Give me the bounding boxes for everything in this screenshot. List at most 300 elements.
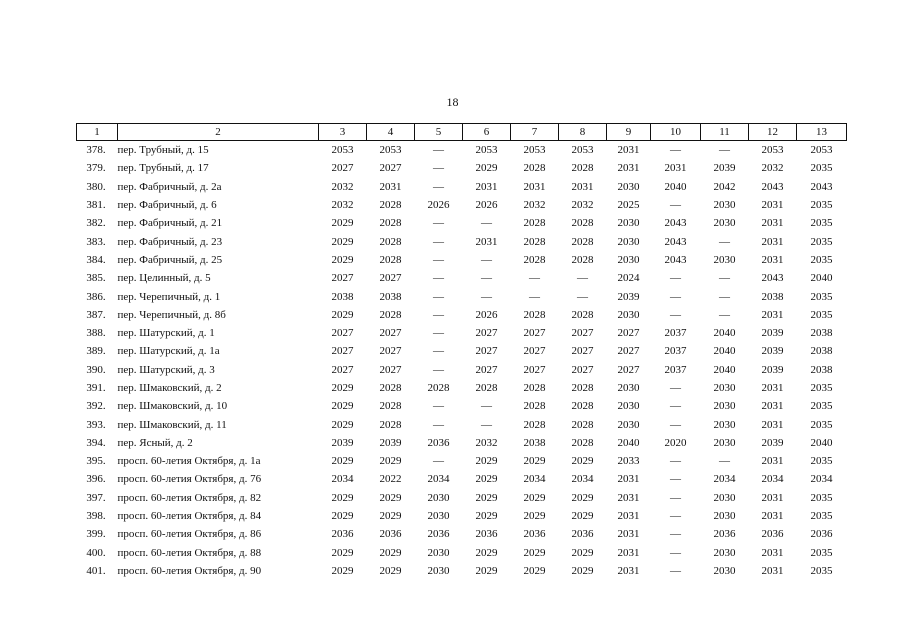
year-cell: 2030 xyxy=(617,308,640,321)
year-cell: — xyxy=(529,272,540,285)
year-cell: 2031 xyxy=(761,199,784,212)
row-number: 393. xyxy=(86,418,106,431)
year-cell: 2039 xyxy=(761,327,784,340)
year-cell: 2035 xyxy=(810,491,833,504)
year-cell: 2029 xyxy=(379,564,402,577)
year-cell: — xyxy=(481,253,492,266)
year-cell: — xyxy=(481,272,492,285)
year-cell: 2026 xyxy=(475,308,498,321)
year-cell: 2032 xyxy=(761,162,784,175)
row-number: 399. xyxy=(86,528,106,541)
address-cell: просп. 60-летия Октября, д. 88 xyxy=(117,546,262,559)
year-cell: 2030 xyxy=(713,418,736,431)
year-cell: 2031 xyxy=(617,144,640,157)
year-cell: 2029 xyxy=(475,546,498,559)
year-cell: 2027 xyxy=(331,162,354,175)
year-cell: 2028 xyxy=(379,199,402,212)
row-number: 381. xyxy=(86,199,106,212)
year-cell: — xyxy=(433,253,444,266)
year-cell: 2028 xyxy=(571,253,594,266)
year-cell: 2030 xyxy=(713,217,736,230)
year-cell: 2031 xyxy=(617,546,640,559)
year-cell: 2030 xyxy=(427,546,450,559)
year-cell: 2026 xyxy=(475,199,498,212)
header-cell: 10 xyxy=(651,124,701,141)
year-cell: 2035 xyxy=(810,564,833,577)
year-cell: — xyxy=(670,418,681,431)
year-cell: 2027 xyxy=(523,363,546,376)
year-cell: 2036 xyxy=(379,528,402,541)
year-cell: 2029 xyxy=(331,418,354,431)
year-cell: 2030 xyxy=(713,382,736,394)
year-cell: 2053 xyxy=(475,144,498,157)
year-cell: 2027 xyxy=(617,327,640,340)
year-cell: 2034 xyxy=(571,473,594,486)
table-row xyxy=(77,470,847,488)
year-cell: 2027 xyxy=(475,345,498,358)
year-cell: — xyxy=(670,272,681,285)
year-cell: — xyxy=(433,272,444,285)
year-cell: 2038 xyxy=(810,363,833,376)
year-cell: — xyxy=(719,144,730,157)
year-cell: 2028 xyxy=(379,382,402,394)
year-cell: — xyxy=(433,180,444,193)
year-cell: 2031 xyxy=(761,400,784,413)
year-cell: 2027 xyxy=(571,363,594,376)
year-cell: 2027 xyxy=(617,363,640,376)
year-cell: 2036 xyxy=(713,528,736,541)
year-cell: 2026 xyxy=(427,199,450,212)
row-number: 401. xyxy=(86,564,106,577)
year-cell: 2039 xyxy=(617,290,640,303)
header-cell: 8 xyxy=(559,124,607,141)
address-cell: пер. Фабричный, д. 6 xyxy=(117,199,217,212)
year-cell: 2031 xyxy=(523,180,546,193)
year-cell: 2030 xyxy=(713,199,736,212)
year-cell: 2028 xyxy=(571,382,594,394)
year-cell: 2031 xyxy=(761,491,784,504)
year-cell: 2031 xyxy=(761,418,784,431)
year-cell: — xyxy=(433,455,444,468)
year-cell: 2035 xyxy=(810,162,833,175)
year-cell: 2027 xyxy=(379,327,402,340)
address-cell: пер. Шатурский, д. 3 xyxy=(117,363,215,376)
year-cell: 2029 xyxy=(571,491,594,504)
page-number: 18 xyxy=(446,95,459,109)
year-cell: 2031 xyxy=(571,180,594,193)
table-row xyxy=(77,562,847,580)
year-cell: 2020 xyxy=(664,436,687,449)
year-cell: 2029 xyxy=(523,491,546,504)
year-cell: 2031 xyxy=(475,235,498,248)
year-cell: 2053 xyxy=(523,144,546,157)
header-cell: 6 xyxy=(463,124,511,141)
year-cell: 2029 xyxy=(331,382,354,394)
address-cell: пер. Шмаковский, д. 11 xyxy=(117,418,227,431)
header-cell: 12 xyxy=(749,124,797,141)
year-cell: — xyxy=(719,308,730,321)
year-cell: — xyxy=(719,272,730,285)
header-cell: 3 xyxy=(319,124,367,141)
table-row xyxy=(77,379,847,397)
address-cell: просп. 60-летия Октября, д. 1а xyxy=(117,455,261,468)
year-cell: 2028 xyxy=(523,235,546,248)
year-cell: — xyxy=(433,235,444,248)
year-cell: 2029 xyxy=(475,455,498,468)
year-cell: 2038 xyxy=(810,345,833,358)
row-number: 390. xyxy=(86,363,106,376)
year-cell: 2035 xyxy=(810,510,833,523)
year-cell: 2036 xyxy=(761,528,784,541)
year-cell: — xyxy=(433,308,444,321)
table-row xyxy=(77,324,847,342)
year-cell: 2029 xyxy=(475,491,498,504)
year-cell: 2053 xyxy=(810,144,833,157)
row-number: 400. xyxy=(86,546,106,559)
year-cell: 2028 xyxy=(571,418,594,431)
year-cell: 2032 xyxy=(523,199,546,212)
year-cell: 2032 xyxy=(571,199,594,212)
row-number: 397. xyxy=(86,491,106,504)
year-cell: 2029 xyxy=(523,510,546,523)
table-header xyxy=(77,124,847,141)
year-cell: 2027 xyxy=(379,363,402,376)
table-row xyxy=(77,342,847,360)
table-row xyxy=(77,489,847,507)
year-cell: 2034 xyxy=(427,473,450,486)
year-cell: — xyxy=(433,345,444,358)
year-cell: — xyxy=(577,290,588,303)
year-cell: — xyxy=(670,455,681,468)
year-cell: 2030 xyxy=(617,400,640,413)
year-cell: 2030 xyxy=(617,180,640,193)
year-cell: 2031 xyxy=(617,510,640,523)
year-cell: 2029 xyxy=(331,217,354,230)
year-cell: 2031 xyxy=(475,180,498,193)
year-cell: 2031 xyxy=(761,382,784,394)
table-row xyxy=(77,269,847,287)
year-cell: 2028 xyxy=(379,235,402,248)
year-cell: 2039 xyxy=(379,436,402,449)
year-cell: 2040 xyxy=(810,272,833,285)
year-cell: 2030 xyxy=(617,418,640,431)
year-cell: 2029 xyxy=(571,546,594,559)
header-cell: 5 xyxy=(415,124,463,141)
year-cell: — xyxy=(670,382,681,394)
address-cell: пер. Целинный, д. 5 xyxy=(117,272,211,285)
year-cell: 2028 xyxy=(523,162,546,175)
address-cell: пер. Шмаковский, д. 10 xyxy=(117,400,228,413)
row-number: 394. xyxy=(86,436,106,449)
year-cell: 2028 xyxy=(571,235,594,248)
year-cell: 2025 xyxy=(617,199,640,212)
year-cell: — xyxy=(433,144,444,157)
year-cell: 2040 xyxy=(617,436,640,449)
header-cell: 9 xyxy=(607,124,651,141)
row-number: 382. xyxy=(86,217,106,230)
year-cell: — xyxy=(433,217,444,230)
year-cell: — xyxy=(670,491,681,504)
year-cell: 2030 xyxy=(617,235,640,248)
year-cell: 2029 xyxy=(523,455,546,468)
table-row xyxy=(77,232,847,250)
address-cell: просп. 60-летия Октября, д. 90 xyxy=(117,564,262,577)
year-cell: 2031 xyxy=(664,162,687,175)
year-cell: — xyxy=(577,272,588,285)
address-cell: пер. Шатурский, д. 1а xyxy=(117,345,220,358)
address-cell: пер. Фабричный, д. 21 xyxy=(117,217,223,230)
year-cell: 2027 xyxy=(523,327,546,340)
year-cell: 2040 xyxy=(810,436,833,449)
year-cell: 2034 xyxy=(761,473,784,486)
year-cell: 2030 xyxy=(713,400,736,413)
row-number: 398. xyxy=(86,510,106,523)
year-cell: 2028 xyxy=(571,308,594,321)
year-cell: — xyxy=(433,363,444,376)
year-cell: — xyxy=(433,327,444,340)
year-cell: 2031 xyxy=(761,510,784,523)
year-cell: 2028 xyxy=(523,253,546,266)
address-cell: пер. Трубный, д. 17 xyxy=(117,162,209,175)
year-cell: 2028 xyxy=(379,308,402,321)
year-cell: 2028 xyxy=(379,418,402,431)
address-cell: пер. Шатурский, д. 1 xyxy=(117,327,215,340)
year-cell: 2035 xyxy=(810,382,833,394)
year-cell: — xyxy=(433,290,444,303)
row-number: 391. xyxy=(86,382,106,394)
year-cell: 2035 xyxy=(810,235,833,248)
year-cell: 2022 xyxy=(379,473,402,486)
table-row xyxy=(77,452,847,470)
year-cell: 2030 xyxy=(427,491,450,504)
year-cell: 2043 xyxy=(664,235,687,248)
year-cell: 2031 xyxy=(761,308,784,321)
year-cell: 2032 xyxy=(475,436,498,449)
year-cell: 2035 xyxy=(810,455,833,468)
year-cell: 2029 xyxy=(331,564,354,577)
address-cell: пер. Черепичный, д. 8б xyxy=(117,308,226,321)
year-cell: 2027 xyxy=(379,345,402,358)
year-cell: 2053 xyxy=(331,144,354,157)
table-row xyxy=(77,214,847,232)
year-cell: — xyxy=(670,473,681,486)
table-row xyxy=(77,415,847,433)
row-number: 392. xyxy=(86,400,106,413)
year-cell: 2027 xyxy=(571,327,594,340)
header-row xyxy=(77,124,847,141)
year-cell: 2030 xyxy=(713,564,736,577)
year-cell: 2027 xyxy=(331,345,354,358)
year-cell: 2034 xyxy=(810,473,833,486)
year-cell: — xyxy=(481,400,492,413)
year-cell: 2027 xyxy=(571,345,594,358)
table-row xyxy=(77,251,847,269)
year-cell: 2029 xyxy=(379,510,402,523)
year-cell: 2028 xyxy=(523,400,546,413)
year-cell: 2030 xyxy=(617,217,640,230)
address-cell: просп. 60-летия Октября, д. 76 xyxy=(117,473,262,486)
year-cell: — xyxy=(719,290,730,303)
year-cell: 2027 xyxy=(379,272,402,285)
year-cell: 2036 xyxy=(427,436,450,449)
year-cell: 2042 xyxy=(713,180,736,193)
year-cell: 2035 xyxy=(810,290,833,303)
year-cell: 2028 xyxy=(379,253,402,266)
table-row xyxy=(77,544,847,562)
year-cell: 2043 xyxy=(810,180,833,193)
year-cell: 2029 xyxy=(331,546,354,559)
year-cell: 2031 xyxy=(761,235,784,248)
year-cell: — xyxy=(481,217,492,230)
year-cell: 2029 xyxy=(379,546,402,559)
year-cell: 2043 xyxy=(761,180,784,193)
year-cell: 2027 xyxy=(331,327,354,340)
year-cell: 2027 xyxy=(617,345,640,358)
table-row xyxy=(77,196,847,214)
year-cell: — xyxy=(481,418,492,431)
year-cell: — xyxy=(670,144,681,157)
year-cell: 2031 xyxy=(617,491,640,504)
year-cell: 2038 xyxy=(331,290,354,303)
table-row xyxy=(77,361,847,379)
year-cell: 2030 xyxy=(617,253,640,266)
year-cell: 2038 xyxy=(523,436,546,449)
year-cell: 2030 xyxy=(713,253,736,266)
year-cell: 2027 xyxy=(475,363,498,376)
year-cell: 2027 xyxy=(331,272,354,285)
year-cell: 2043 xyxy=(761,272,784,285)
year-cell: 2024 xyxy=(617,272,640,285)
year-cell: 2028 xyxy=(379,217,402,230)
address-cell: просп. 60-летия Октября, д. 86 xyxy=(117,528,262,541)
year-cell: 2031 xyxy=(761,253,784,266)
year-cell: 2034 xyxy=(331,473,354,486)
address-cell: пер. Черепичный, д. 1 xyxy=(117,290,221,303)
year-cell: 2029 xyxy=(475,162,498,175)
year-cell: 2027 xyxy=(523,345,546,358)
header-cell: 7 xyxy=(511,124,559,141)
year-cell: 2037 xyxy=(664,345,687,358)
row-number: 388. xyxy=(86,327,106,340)
year-cell: 2029 xyxy=(331,235,354,248)
year-cell: — xyxy=(670,564,681,577)
year-cell: 2029 xyxy=(379,455,402,468)
table-row xyxy=(77,287,847,305)
year-cell: 2040 xyxy=(664,180,687,193)
year-cell: 2038 xyxy=(810,327,833,340)
year-cell: 2028 xyxy=(523,308,546,321)
year-cell: 2029 xyxy=(379,491,402,504)
row-number: 384. xyxy=(86,253,106,266)
year-cell: 2028 xyxy=(523,418,546,431)
year-cell: — xyxy=(670,510,681,523)
row-number: 385. xyxy=(86,272,106,285)
year-cell: 2031 xyxy=(761,564,784,577)
year-cell: 2036 xyxy=(475,528,498,541)
year-cell: — xyxy=(529,290,540,303)
table-row xyxy=(77,434,847,452)
row-number: 380. xyxy=(86,180,106,193)
year-cell: 2036 xyxy=(810,528,833,541)
year-cell: 2039 xyxy=(761,345,784,358)
year-cell: 2029 xyxy=(331,510,354,523)
year-cell: 2029 xyxy=(475,510,498,523)
table-row xyxy=(77,306,847,324)
year-cell: 2035 xyxy=(810,418,833,431)
header-cell: 2 xyxy=(118,124,319,141)
year-cell: 2037 xyxy=(664,327,687,340)
year-cell: 2029 xyxy=(523,564,546,577)
row-number: 378. xyxy=(86,144,106,157)
address-cell: пер. Шмаковский, д. 2 xyxy=(117,382,222,394)
year-cell: — xyxy=(670,400,681,413)
row-number: 383. xyxy=(86,235,106,248)
year-cell: 2034 xyxy=(523,473,546,486)
year-cell: 2029 xyxy=(331,308,354,321)
year-cell: 2030 xyxy=(617,382,640,394)
year-cell: 2030 xyxy=(427,510,450,523)
year-cell: 2028 xyxy=(571,436,594,449)
header-cell: 4 xyxy=(367,124,415,141)
year-cell: 2040 xyxy=(713,327,736,340)
year-cell: 2029 xyxy=(331,491,354,504)
year-cell: 2039 xyxy=(331,436,354,449)
table-row xyxy=(77,141,847,160)
year-cell: 2027 xyxy=(475,327,498,340)
year-cell: 2030 xyxy=(427,564,450,577)
row-number: 386. xyxy=(86,290,106,303)
year-cell: — xyxy=(719,235,730,248)
year-cell: 2043 xyxy=(664,217,687,230)
row-number: 396. xyxy=(86,473,106,486)
year-cell: 2038 xyxy=(761,290,784,303)
address-cell: пер. Фабричный, д. 23 xyxy=(117,235,223,248)
year-cell: 2032 xyxy=(331,180,354,193)
year-cell: 2028 xyxy=(379,400,402,413)
year-cell: — xyxy=(433,418,444,431)
year-cell: 2040 xyxy=(713,345,736,358)
year-cell: 2031 xyxy=(761,217,784,230)
table-row xyxy=(77,178,847,196)
year-cell: 2029 xyxy=(571,455,594,468)
year-cell: 2035 xyxy=(810,217,833,230)
year-cell: — xyxy=(670,528,681,541)
address-cell: пер. Ясный, д. 2 xyxy=(117,436,193,449)
year-cell: 2040 xyxy=(713,363,736,376)
year-cell: 2029 xyxy=(571,510,594,523)
address-cell: пер. Фабричный, д. 2а xyxy=(117,180,222,193)
data-table xyxy=(76,123,847,580)
year-cell: 2029 xyxy=(331,400,354,413)
year-cell: 2028 xyxy=(427,382,450,394)
year-cell: 2035 xyxy=(810,308,833,321)
year-cell: 2027 xyxy=(331,363,354,376)
year-cell: 2035 xyxy=(810,400,833,413)
year-cell: — xyxy=(670,199,681,212)
row-number: 395. xyxy=(86,455,106,468)
year-cell: 2028 xyxy=(571,217,594,230)
year-cell: 2029 xyxy=(475,564,498,577)
year-cell: 2036 xyxy=(331,528,354,541)
year-cell: 2030 xyxy=(713,436,736,449)
year-cell: 2029 xyxy=(571,564,594,577)
year-cell: 2029 xyxy=(331,455,354,468)
year-cell: 2031 xyxy=(617,564,640,577)
year-cell: 2035 xyxy=(810,199,833,212)
year-cell: 2036 xyxy=(523,528,546,541)
row-number: 387. xyxy=(86,308,106,321)
year-cell: 2039 xyxy=(713,162,736,175)
